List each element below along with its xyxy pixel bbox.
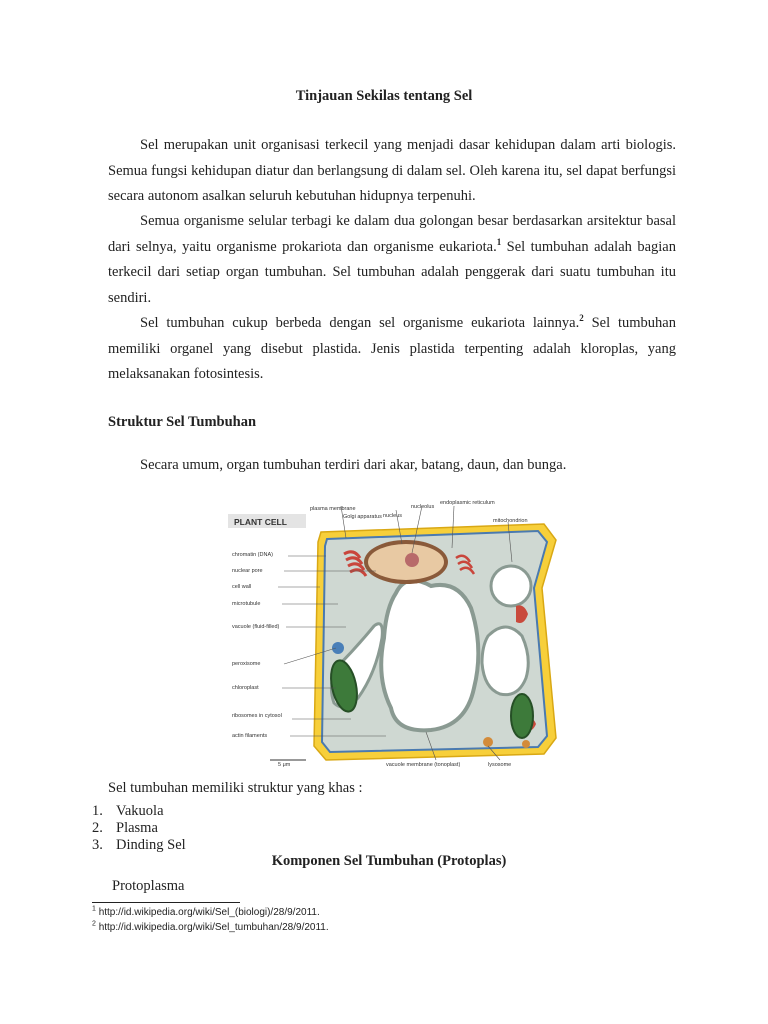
page-title: Tinjauan Sekilas tentang Sel — [295, 88, 473, 104]
label-nucleolus: nucleolus — [411, 504, 435, 510]
label-microtubule: microtubule — [232, 601, 261, 607]
paragraph-3-text-b: Sel tumbuhan memiliki organel yang disebut plastida. Jenis plastida terpenting adalah kloroplas, yang melaksanakan fotosintesis. — [108, 315, 676, 382]
chloroplast-right — [511, 694, 533, 738]
section-text-organ: Secara umum, organ tumbuhan terdiri dari akar, batang, daun, dan bunga. — [140, 457, 567, 473]
subheading-protoplasma: Protoplasma — [112, 878, 185, 894]
section-heading-struktur: Struktur Sel Tumbuhan — [108, 414, 257, 430]
nucleolus — [405, 553, 419, 567]
list-item-number: 1. — [92, 803, 103, 819]
paragraph-2-text-a: Semua organisme selular terbagi ke dalam dua golongan besar berdasarkan arsitektur basal dari selnya, yaitu organisme prokariota dan organisme eukariota. — [108, 213, 676, 255]
structure-list — [92, 803, 186, 854]
footnote-1 — [92, 907, 320, 918]
footnote-1-link[interactable]: http://id.wikipedia.org/wiki/Sel_(biologi)/28/9/2011. — [98, 907, 320, 918]
lysosome-2 — [522, 740, 530, 748]
paragraph-2 — [108, 209, 676, 311]
label-vacuole-membrane: vacuole membrane (tonoplast) — [386, 762, 461, 768]
peroxisome — [332, 642, 344, 654]
label-peroxisome: peroxisome — [232, 661, 261, 667]
label-golgi: Golgi apparatus — [343, 514, 382, 520]
label-vacuole: vacuole (fluid-filled) — [232, 624, 280, 630]
section-heading-komponen: Komponen Sel Tumbuhan (Protoplas) — [271, 853, 507, 869]
central-vacuole — [381, 580, 478, 730]
paragraph-3-text-a: Sel tumbuhan cukup berbeda dengan sel organisme eukariota lainnya. — [140, 315, 580, 331]
list-item-text: Plasma — [116, 820, 158, 836]
label-mitochondrion: mitochondrion — [493, 518, 528, 524]
list-item-number: 3. — [92, 837, 103, 853]
paragraph-1-text: Sel merupakan unit organisasi terkecil yang menjadi dasar kehidupan dalam arti biologis. Semua fungsi kehidupan diatur dan berlangsung di dalam sel. Oleh karena itu, sel dapat berfungsi secara autonom asalkan seluruh kebutuhan hidupnya terpenuhi. — [108, 137, 676, 204]
paragraph-2-text-b: Sel tumbuhan adalah bagian terkecil dari setiap organ tumbuhan. Sel tumbuhan adalah penggerak dari suatu tumbuhan itu sendiri. — [108, 238, 676, 306]
footnote-1-number: 1 — [92, 905, 96, 913]
label-er: endoplasmic reticulum — [440, 500, 495, 506]
footnote-ref-2[interactable]: 2 — [579, 313, 584, 324]
footnote-divider — [92, 902, 240, 903]
vacuole-right — [482, 627, 528, 695]
vacuole-small — [491, 566, 531, 606]
label-chromatin: chromatin (DNA) — [232, 552, 273, 558]
footnote-2-number: 2 — [92, 920, 96, 928]
plant-cell-figure — [226, 498, 561, 768]
label-lysosome: lysosome — [488, 762, 512, 768]
label-plasma-membrane: plasma membrane — [310, 506, 356, 512]
list-item-text: Vakuola — [116, 803, 164, 819]
label-nucleus: nucleus — [383, 513, 402, 519]
figure-title: PLANT CELL — [234, 517, 287, 527]
list-item-number: 2. — [92, 820, 103, 836]
list-item-text: Dinding Sel — [116, 837, 186, 853]
footnote-2-link[interactable]: http://id.wikipedia.org/wiki/Sel_tumbuhan/28/9/2011. — [98, 922, 329, 933]
label-nuclear-pore: nuclear pore — [232, 568, 263, 574]
list-item — [92, 837, 186, 854]
structure-list-lead: Sel tumbuhan memiliki struktur yang khas : — [108, 780, 363, 796]
label-actin: actin filaments — [232, 733, 268, 739]
list-item — [92, 820, 186, 837]
list-item — [92, 803, 186, 820]
label-scale: 5 μm — [278, 762, 291, 768]
label-chloroplast: chloroplast — [232, 685, 259, 691]
label-cell-wall: cell wall — [232, 584, 252, 590]
plant-cell-diagram — [226, 498, 561, 768]
lysosome — [483, 737, 493, 747]
footnote-ref-1[interactable]: 1 — [496, 236, 502, 247]
paragraph-1 — [108, 133, 676, 210]
label-ribosomes: ribosomes in cytosol — [232, 713, 282, 719]
footnote-2 — [92, 922, 329, 933]
paragraph-3 — [108, 311, 676, 388]
